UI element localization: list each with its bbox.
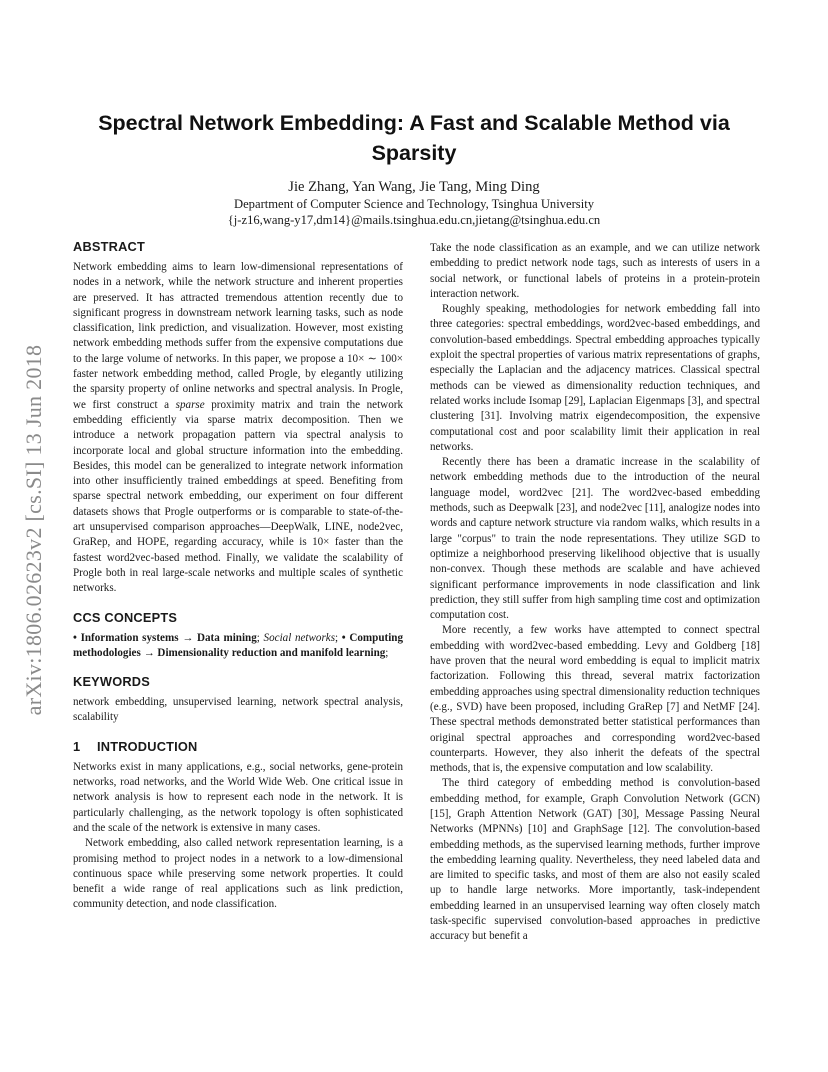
abstract-emphasis: sparse [175,398,205,411]
intro-paragraph-2: Network embedding, also called network representation learning, is a promising method to project nodes in a network to a low-dimensional continuous space while preserving some network properties. It could benefit a wide range of real applications such as link prediction, community detection, and node classification. [73,837,403,911]
paper-title: Spectral Network Embedding: A Fast and Scalable Method via Sparsity [98,111,730,165]
intro-paragraph-3: Take the node classification as an example, and we can utilize network embedding to predict network node tags, such as interests of users in a social network, or functional labels of proteins in a protein-protein interaction network. [430,242,760,300]
affiliation: Department of Computer Science and Technology, Tsinghua University [234,197,594,211]
ccs-heading: CCS CONCEPTS [73,609,178,625]
intro-paragraph-4: Roughly speaking, methodologies for network embedding fall into three categories: spectral embeddings, word2vec-based embeddings, and convolution-based embeddings. Spectral embedding approaches typically exploit the spectral properties of various matrix representations of graphs, especially the Laplacian and the adjacency matrices. Classical spectral methods can be viewed as dimensionality reduction techniques, and related works include Isomap [29], Laplacian Eigenmaps [3], and spectral clustering [31]. Involving matrix eigendecomposition, the expensive computational cost and poor scalability limit their application in real networks. [430,303,760,453]
arxiv-identifier: arXiv:1806.02623v2 [cs.SI] 13 Jun 2018 [21,344,46,716]
abstract-text: Network embedding aims to learn low-dimensional representations of nodes in a network, while the network structure and inherent properties are preserved. It has attracted tremendous attention recently due to significant progress in downstream network learning tasks, such as node classification, link prediction, and visualization. However, most existing network embedding methods suffer from the expensive computations due to the large volume of networks. In this paper, we propose a 10× ∼ 100× faster network embedding method, called Progle, by elegantly utilizing the sparsity property of online networks and spectral analysis. In Progle, we first construct a sparse proximity matrix and train the network embedding efficiently via sparse matrix decomposition. Then we introduce a network propagation pattern via spectral analysis to incorporate local and global structure information into the embedding. Besides, this model can be generalized to integrate network information into other insufficiently trained embeddings at speed. Benefiting from sparse spectral network embedding, our experiment on four different datasets shows that Progle outperforms or is comparable to state-of-the-art unsupervised comparison approaches—DeepWalk, LINE, node2vec, GraRep, and HOPE, regarding accuracy, while is 10× faster than the fastest word2vec-based method. Finally, we validate the scalability of Progle both in real large-scale networks and multiple scales of synthetic networks. [73,261,403,595]
intro-paragraph-7: The third category of embedding method is convolution-based embedding method, for example, Graph Convolution Network (GCN) [15], Graph Attention Network (GAT) [30], Message Passing Neural Networks (MPNNs) [10] and GraphSage [12]. The convolution-based embedding methods, as the supervised learning methods, further improve the embedding learning quality. Nevertheless, they need labeled data and are limited to specific tasks, and most of them are also not easily scaled up to handle large networks. More importantly, task-independent embedding learned in an unsupervised learning way often closely match task-specific supervised convolution-based approaches in predictive accuracy but benefit a [430,777,760,943]
introduction-heading: 1 INTRODUCTION [73,738,198,754]
author-emails: {j-z16,wang-y17,dm14}@mails.tsinghua.edu.cn,jietang@tsinghua.edu.cn [227,213,601,227]
section-number: 1 [73,738,81,754]
arxiv-side-stamp [14,300,54,760]
right-column [430,241,760,945]
intro-paragraph-6: More recently, a few works have attempted to connect spectral embedding with word2vec-based embedding. Levy and Goldberg [18] have proven that the neural word embedding is equal to implicit matrix factorization. Following this thread, several matrix factorization embedding approaches using spectral dimensionality reduction techniques (e.g., SVD) have been proposed, including GraRep [7] and NetMF [24]. These spectral methods demonstrated better statistical performances than original spectral approaches and corresponding word2vec-based counterparts. However, they also inherit the defeats of the spectral methods, that is, the expensive computation and low scalability. [430,624,760,775]
author-list: Jie Zhang, Yan Wang, Jie Tang, Ming Ding [288,179,540,195]
left-column [73,238,403,913]
keywords-heading: KEYWORDS [73,674,150,690]
ccs-concepts-text: • Information systems → Data mining; Social networks; • Computing methodologies → Dimensionality reduction and manifold learning; [73,631,403,659]
abstract-heading: ABSTRACT [73,239,145,254]
keywords-text: network embedding, unsupervised learning, network spectral analysis, scalability [73,696,403,724]
intro-paragraph-1: Networks exist in many applications, e.g., social networks, gene-protein networks, road networks, and the World Wide Web. One critical issue in network analysis is how to represent each node in the network. It is particularly challenging, as the network topology is often sophisticated and the scale of the network is extensive in many cases. [73,760,403,834]
intro-paragraph-5: Recently there has been a dramatic increase in the scalability of network embedding methods due to the introduction of the neural language model, word2vec [21]. The word2vec-based embedding methods, such as Deepwalk [23], and node2vec [11], analogize nodes into words and capture network structure via random walks, which results in a large "corpus" to train the node representations. They utilize SGD to optimize a neighborhood preserving likelihood objective that is usually non-convex. Though these methods are scalable and have achieved significant performance improvements in node classification and link prediction, they still suffer from high sampling time cost and optimization computation cost. [430,456,760,622]
